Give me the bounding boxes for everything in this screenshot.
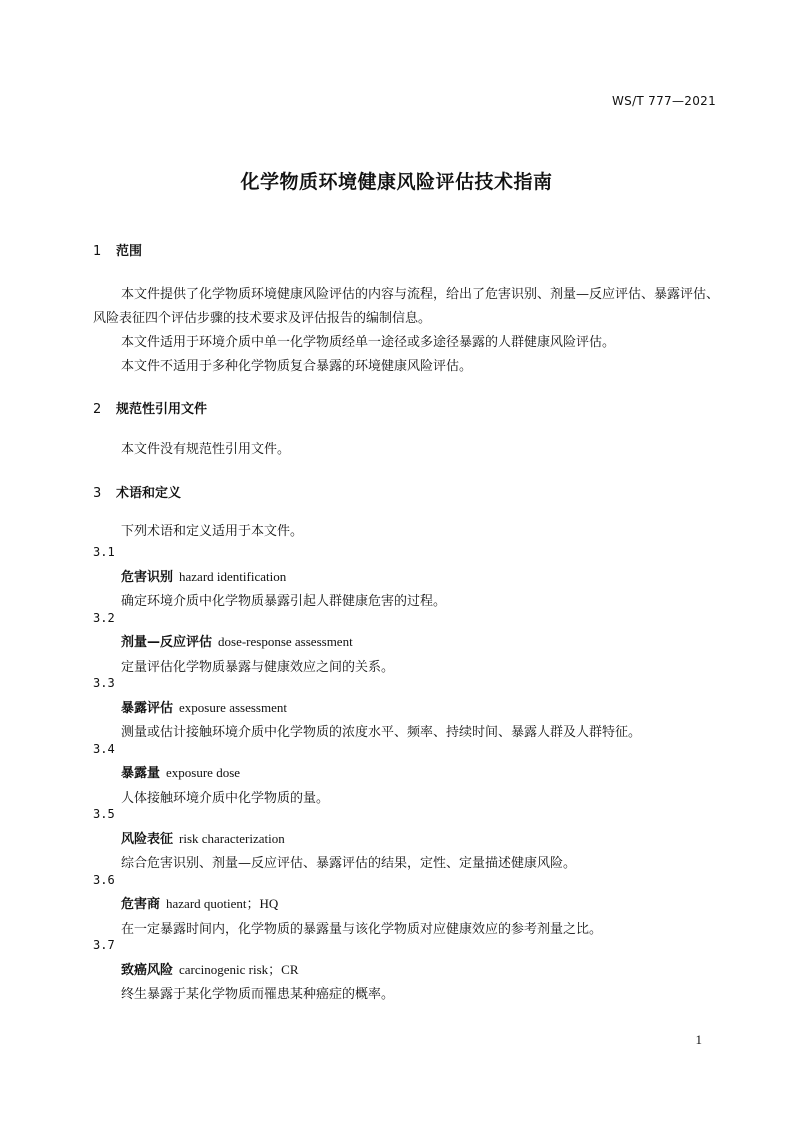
- paragraph: 下列术语和定义适用于本文件。: [121, 524, 304, 539]
- term-definition: 定量评估化学物质暴露与健康效应之间的关系。: [121, 660, 395, 675]
- section-number: 3: [93, 486, 102, 501]
- term-zh: 剂量—反应评估: [121, 635, 213, 650]
- section-number: 1: [93, 244, 102, 259]
- term-en: exposure dose: [166, 765, 241, 780]
- paragraph: 本文件不适用于多种化学物质复合暴露的环境健康风险评估。: [121, 359, 473, 374]
- term-number: 3.5: [93, 807, 115, 821]
- term-zh: 暴露评估: [121, 701, 174, 716]
- section-number: 2: [93, 402, 102, 417]
- term-en: dose-response assessment: [218, 634, 353, 649]
- term: [121, 762, 240, 781]
- term-definition: 综合危害识别、剂量—反应评估、暴露评估的结果，定性、定量描述健康风险。: [121, 856, 577, 871]
- section-2-heading: [93, 398, 207, 417]
- term-definition: 确定环境介质中化学物质暴露引起人群健康危害的过程。: [121, 594, 447, 609]
- term-zh: 致癌风险: [121, 963, 174, 978]
- paragraph: 本文件没有规范性引用文件。: [121, 442, 291, 457]
- term: [121, 566, 286, 585]
- term-definition: 在一定暴露时间内，化学物质的暴露量与该化学物质对应健康效应的参考剂量之比。: [121, 922, 603, 937]
- document-title: 化学物质环境健康风险评估技术指南: [240, 171, 553, 193]
- term-definition: 测量或估计接触环境介质中化学物质的浓度水平、频率、持续时间、暴露人群及人群特征。: [121, 725, 642, 740]
- term: [121, 697, 287, 716]
- term-definition: 终生暴露于某化学物质而罹患某种癌症的概率。: [121, 987, 395, 1002]
- term-en: hazard quotient；HQ: [166, 896, 279, 911]
- paragraph: 本文件适用于环境介质中单一化学物质经单一途径或多途径暴露的人群健康风险评估。: [121, 335, 616, 350]
- term-definition: 人体接触环境介质中化学物质的量。: [121, 791, 330, 806]
- term-en: risk characterization: [179, 831, 285, 846]
- term-zh: 风险表征: [121, 832, 174, 847]
- term: [121, 631, 353, 650]
- term-number: 3.4: [93, 742, 115, 756]
- term-zh: 危害识别: [121, 570, 174, 585]
- section-title: 范围: [116, 244, 143, 259]
- section-3-heading: [93, 482, 181, 501]
- section-1-heading: [93, 240, 142, 259]
- term: [121, 959, 299, 978]
- term-number: 3.3: [93, 676, 115, 690]
- term-zh: 暴露量: [121, 766, 161, 781]
- term-number: 3.6: [93, 873, 115, 887]
- term-number: 3.7: [93, 938, 115, 952]
- term: [121, 893, 278, 912]
- section-title: 术语和定义: [116, 486, 182, 501]
- page-number: 1: [695, 1032, 702, 1047]
- term-en: hazard identification: [179, 569, 287, 584]
- term-zh: 危害商: [121, 897, 161, 912]
- paragraph: 本文件提供了化学物质环境健康风险评估的内容与流程，给出了危害识别、剂量—反应评估、暴露评估、风险表征四个评估步骤的技术要求及评估报告的编制信息。: [93, 287, 720, 326]
- standard-code: WS/T 777—2021: [611, 94, 716, 108]
- term-en: exposure assessment: [179, 700, 287, 715]
- term-number: 3.1: [93, 545, 115, 559]
- section-title: 规范性引用文件: [116, 402, 208, 417]
- term-en: carcinogenic risk；CR: [179, 962, 299, 977]
- term-number: 3.2: [93, 611, 115, 625]
- term: [121, 828, 285, 847]
